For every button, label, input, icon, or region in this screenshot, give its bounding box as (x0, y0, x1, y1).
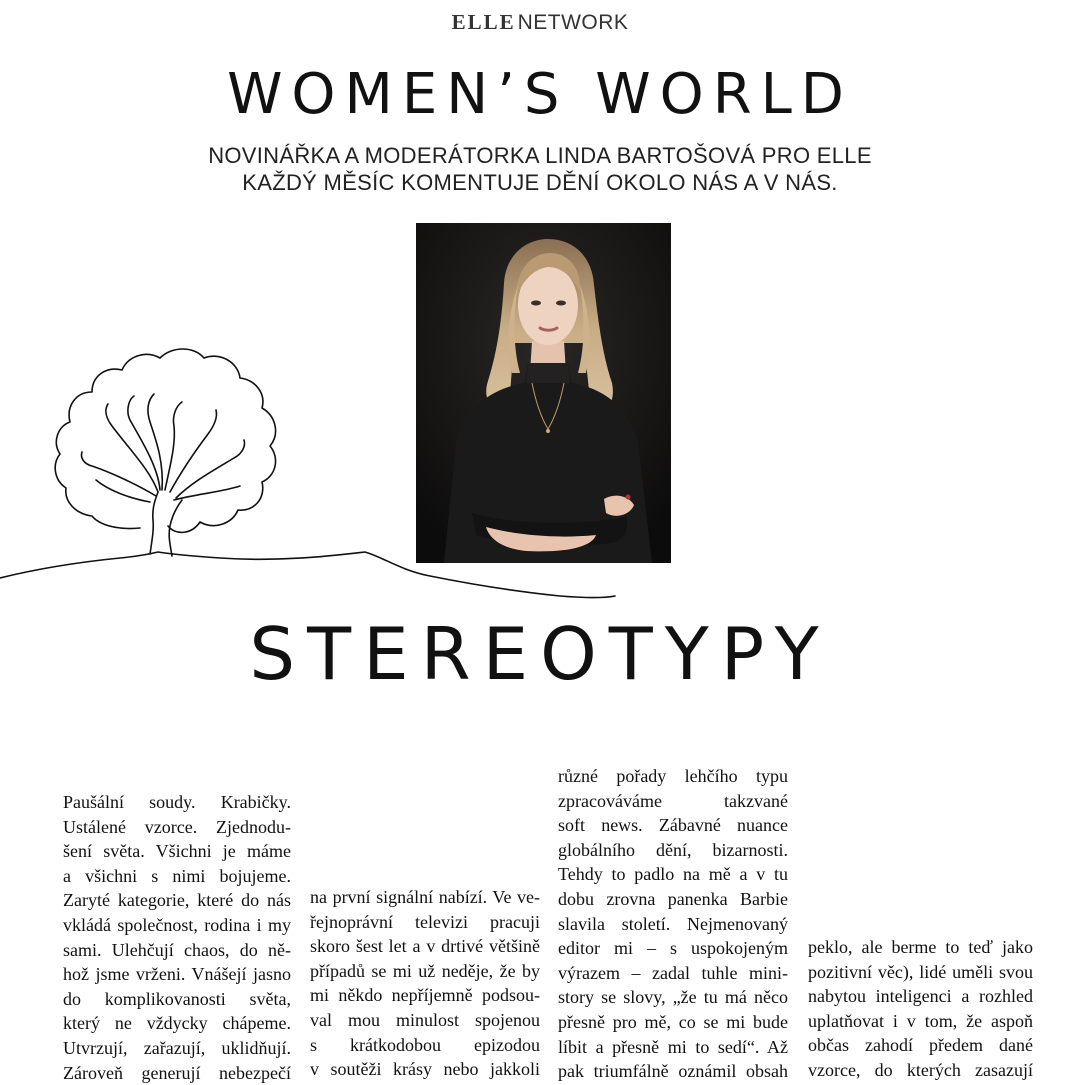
body-line: pozitivní věc), lidé uměli svou (808, 961, 1033, 982)
network-wordmark: NETWORK (517, 11, 629, 34)
body-column-3 (558, 764, 788, 1084)
body-line: Zaryté kategorie, které do nás (63, 890, 291, 911)
body-line: výrazem – zadal tuhle mini- (558, 962, 788, 983)
body-line: Zároveň generují nebezpečí (63, 1062, 291, 1083)
portrait-illustration (416, 223, 671, 563)
body-column-4 (808, 935, 1033, 1083)
column-subtitle (0, 142, 1080, 196)
body-line: skoro šest let a v drtivé většině (310, 936, 540, 957)
body-line: soft news. Zábavné nuance (558, 815, 788, 836)
body-line: pak triumfálně oznámil obsah (558, 1061, 788, 1082)
body-line: na první signální nabízí. Ve ve- (310, 887, 540, 907)
elle-wordmark: ELLE (451, 10, 516, 34)
body-line: uplatňovat i v tom, že aspoň (808, 1010, 1033, 1031)
body-line: a všichni s nimi bojujeme. (63, 865, 291, 886)
body-line: Paušální soudy. Krabičky. (63, 792, 291, 812)
body-line: vzorce, do kterých zasazují (808, 1059, 1033, 1080)
body-line: líbit a přesně mi to sedí“. Až (558, 1036, 788, 1057)
body-column-2 (310, 885, 540, 1082)
body-line: který ne vždycky chápeme. (63, 1013, 291, 1034)
body-line: přesně pro mě, co se mi bude (558, 1011, 788, 1032)
body-line: Ustálené vzorce. Zjednodu- (63, 816, 291, 837)
body-line: různé pořady lehčího typu (558, 766, 788, 786)
body-line: případů se mi už neděje, že by (310, 960, 540, 981)
body-line: Tehdy to padlo na mě a v tu (558, 864, 788, 885)
body-column-1 (63, 790, 291, 1085)
body-line: sami. Ulehčují chaos, do ně- (63, 939, 291, 960)
portrait-photo (416, 223, 671, 563)
body-line: peklo, ale berme to teď jako (808, 937, 1033, 957)
column-title: WOMEN’S WORLD (227, 62, 853, 127)
body-line: dobu zrovna panenka Barbie (558, 888, 788, 909)
subtitle-line: NOVINÁŘKA A MODERÁTORKA LINDA BARTOŠOVÁ PRO ELLE (208, 143, 872, 168)
body-line: nabytou inteligenci a rozhled (808, 986, 1033, 1007)
article-headline: STEREOTYPY (249, 612, 831, 696)
body-line: v soutěži krásy nebo jakkoli (310, 1059, 540, 1080)
body-line: val mou minulost spojenou (310, 1009, 540, 1030)
body-line: hož jsme vrženi. Vnášejí jasno (63, 964, 291, 985)
brand-logo (0, 10, 1080, 35)
body-line: globálního dění, bizarnosti. (558, 839, 788, 860)
body-line: zpracováváme takzvané (558, 790, 788, 811)
body-line: občas zahodí předem dané (808, 1035, 1033, 1056)
subtitle-line: KAŽDÝ MĚSÍC KOMENTUJE DĚNÍ OKOLO NÁS A V NÁS. (242, 170, 838, 195)
body-line: editor mi – s uspokojeným (558, 938, 788, 959)
body-line: Utvrzují, zařazují, uklidňují. (63, 1037, 291, 1058)
body-line: story se slovy, „že tu má něco (558, 987, 788, 1008)
body-line: řejnoprávní televizi pracuji (310, 911, 540, 932)
body-line: vkládá společnost, rodina i my (63, 914, 291, 935)
body-line: do komplikovanosti světa, (63, 988, 291, 1009)
body-line: s krátkodobou epizodou (310, 1034, 540, 1055)
body-line: šení světa. Všichni je máme (63, 841, 291, 862)
body-line: slavila století. Nejmenovaný (558, 913, 788, 934)
body-line: mi někdo nepříjemně podsou- (310, 985, 540, 1006)
